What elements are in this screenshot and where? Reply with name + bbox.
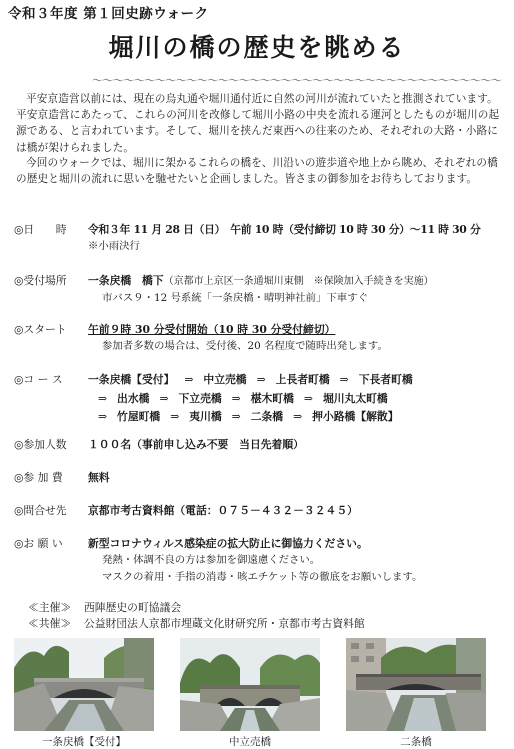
course-arrow: ⇒	[293, 410, 303, 423]
course-stop: 堀川丸太町橋	[322, 391, 388, 405]
course-arrow: ⇒	[159, 391, 169, 405]
place-value-detail: （京都市上京区一条通堀川東側 ※保険加入手続きを実施）	[163, 276, 434, 287]
fee-value: 無料	[88, 471, 110, 484]
request-value-block	[88, 535, 504, 586]
cohost-line	[28, 616, 365, 632]
course-arrow: ⇒	[231, 391, 241, 405]
request-line-2: 発熱・体調不良の方は参加を御遠慮ください。	[102, 554, 321, 566]
wave-divider: ～～～～～～～～～～～～～～～～～～～～～～～～～～～～～～～～～～～～～～～	[92, 74, 502, 87]
contact-label: ◎問合せ先	[14, 504, 67, 517]
intro-text-1: 平安京造営以前には、現在の烏丸通や堀川通付近に自然の河川が流れていたと推測されています。平安京造営にあたって、これらの河川を改修して堀川小路の中央を流れる運河としたものが堀川の起源である、と言われています。そして、堀川を挟んだ東西への往来のため、それぞれの大路・小路には橋が架けられました。	[16, 93, 500, 154]
course-stop: 下長者町橋	[358, 373, 413, 386]
host-label: ≪主催≫	[28, 601, 72, 614]
course-arrow: ⇒	[184, 373, 194, 386]
place-value-block	[88, 272, 504, 307]
photo-caption-3: 二条橋	[400, 736, 432, 748]
place-label: ◎受付場所	[14, 274, 67, 287]
host-name: 西陣歴史の町協議会	[84, 601, 182, 614]
request-line-3: マスクの着用・手指の消毒・咳エチケット等の徹底をお願いします。	[102, 571, 423, 583]
intro-paragraph-2	[16, 155, 500, 187]
place-value-main: 一条戻橋 橋下	[88, 274, 164, 287]
course-stop: 椹木町橋	[250, 391, 294, 405]
course-line	[88, 390, 504, 409]
start-note: 参加者多数の場合は、受付後、20 名程度で随時出発します。	[102, 340, 388, 352]
contact-value: 京都市考古資料館（電話：０７５－４３２－３２４５）	[88, 504, 358, 517]
start-value: 午前９時 30 分受付開始（10 時 30 分受付締切）	[88, 323, 336, 336]
course-arrow: ⇒	[256, 373, 266, 386]
course-stop: 一条戻橋【受付】	[88, 373, 175, 386]
course-stop: 押小路橋【解散】	[312, 410, 399, 423]
date-value: 令和３年 11 月 28 日（日） 午前 10 時（受付締切 10 時 30 分）～11 時 30 分	[88, 223, 481, 236]
course-line	[88, 371, 504, 390]
course-arrow: ⇒	[303, 391, 313, 405]
photo-caption-2: 中立売橋	[229, 736, 271, 748]
capacity-label: ◎参加人数	[14, 438, 67, 451]
course-line	[88, 408, 504, 427]
course-arrow: ⇒	[98, 391, 108, 405]
date-label: ◎日 時	[14, 223, 67, 236]
host-line	[28, 600, 181, 616]
course-stop: 上長者町橋	[275, 373, 330, 386]
course-stop: 竹屋町橋	[117, 410, 161, 423]
page-title: 堀川の橋の歴史を眺める	[108, 33, 406, 62]
intro-paragraph-1	[16, 91, 500, 156]
event-series-header: 令和３年度 第１回史跡ウォーク	[8, 6, 209, 22]
course-arrow: ⇒	[170, 410, 180, 423]
course-stop: 中立売橋	[203, 373, 247, 386]
cohost-label: ≪共催≫	[28, 617, 72, 630]
course-stop: 夷川橋	[189, 410, 222, 423]
photo-ichijo-modoribashi	[14, 638, 154, 731]
capacity-value: １００名（事前申し込み不要 当日先着順）	[88, 438, 304, 451]
request-line-1: 新型コロナウィルス感染症の拡大防止に御協力ください。	[88, 537, 368, 550]
start-label: ◎スタート	[14, 323, 67, 336]
request-label: ◎お 願 い	[14, 537, 63, 550]
photo-nijo-bashi	[346, 638, 486, 731]
course-stop: 二条橋	[250, 410, 284, 423]
course-arrow: ⇒	[231, 410, 241, 423]
fee-label: ◎参 加 費	[14, 471, 63, 484]
date-note: ※小雨決行	[88, 240, 140, 252]
photo-caption-1: 一条戻橋【受付】	[42, 736, 126, 748]
course-arrow: ⇒	[339, 373, 349, 386]
start-value-block	[88, 321, 504, 355]
date-value-block	[88, 221, 504, 255]
place-note: 市バス９・12 号系統「一条戻橋・晴明神社前」下車すぐ	[102, 292, 368, 304]
course-stop: 出水橋	[117, 391, 150, 405]
cohost-name: 公益財団法人京都市埋蔵文化財研究所・京都市考古資料館	[84, 617, 365, 630]
photo-nakadachiuri-bashi	[180, 638, 320, 731]
course-arrow: ⇒	[98, 410, 108, 423]
course-label: ◎コ ー ス	[14, 373, 63, 386]
course-stop: 下立売橋	[178, 391, 222, 405]
intro-text-2: 今回のウォークでは、堀川に架かるこれらの橋を、川沿いの遊歩道や地上から眺め、それぞれの橋の歴史と堀川の流れに思いを馳せたいと企画しました。皆さまの御参加をお待ちしております。	[16, 157, 498, 186]
course-route	[88, 371, 504, 427]
